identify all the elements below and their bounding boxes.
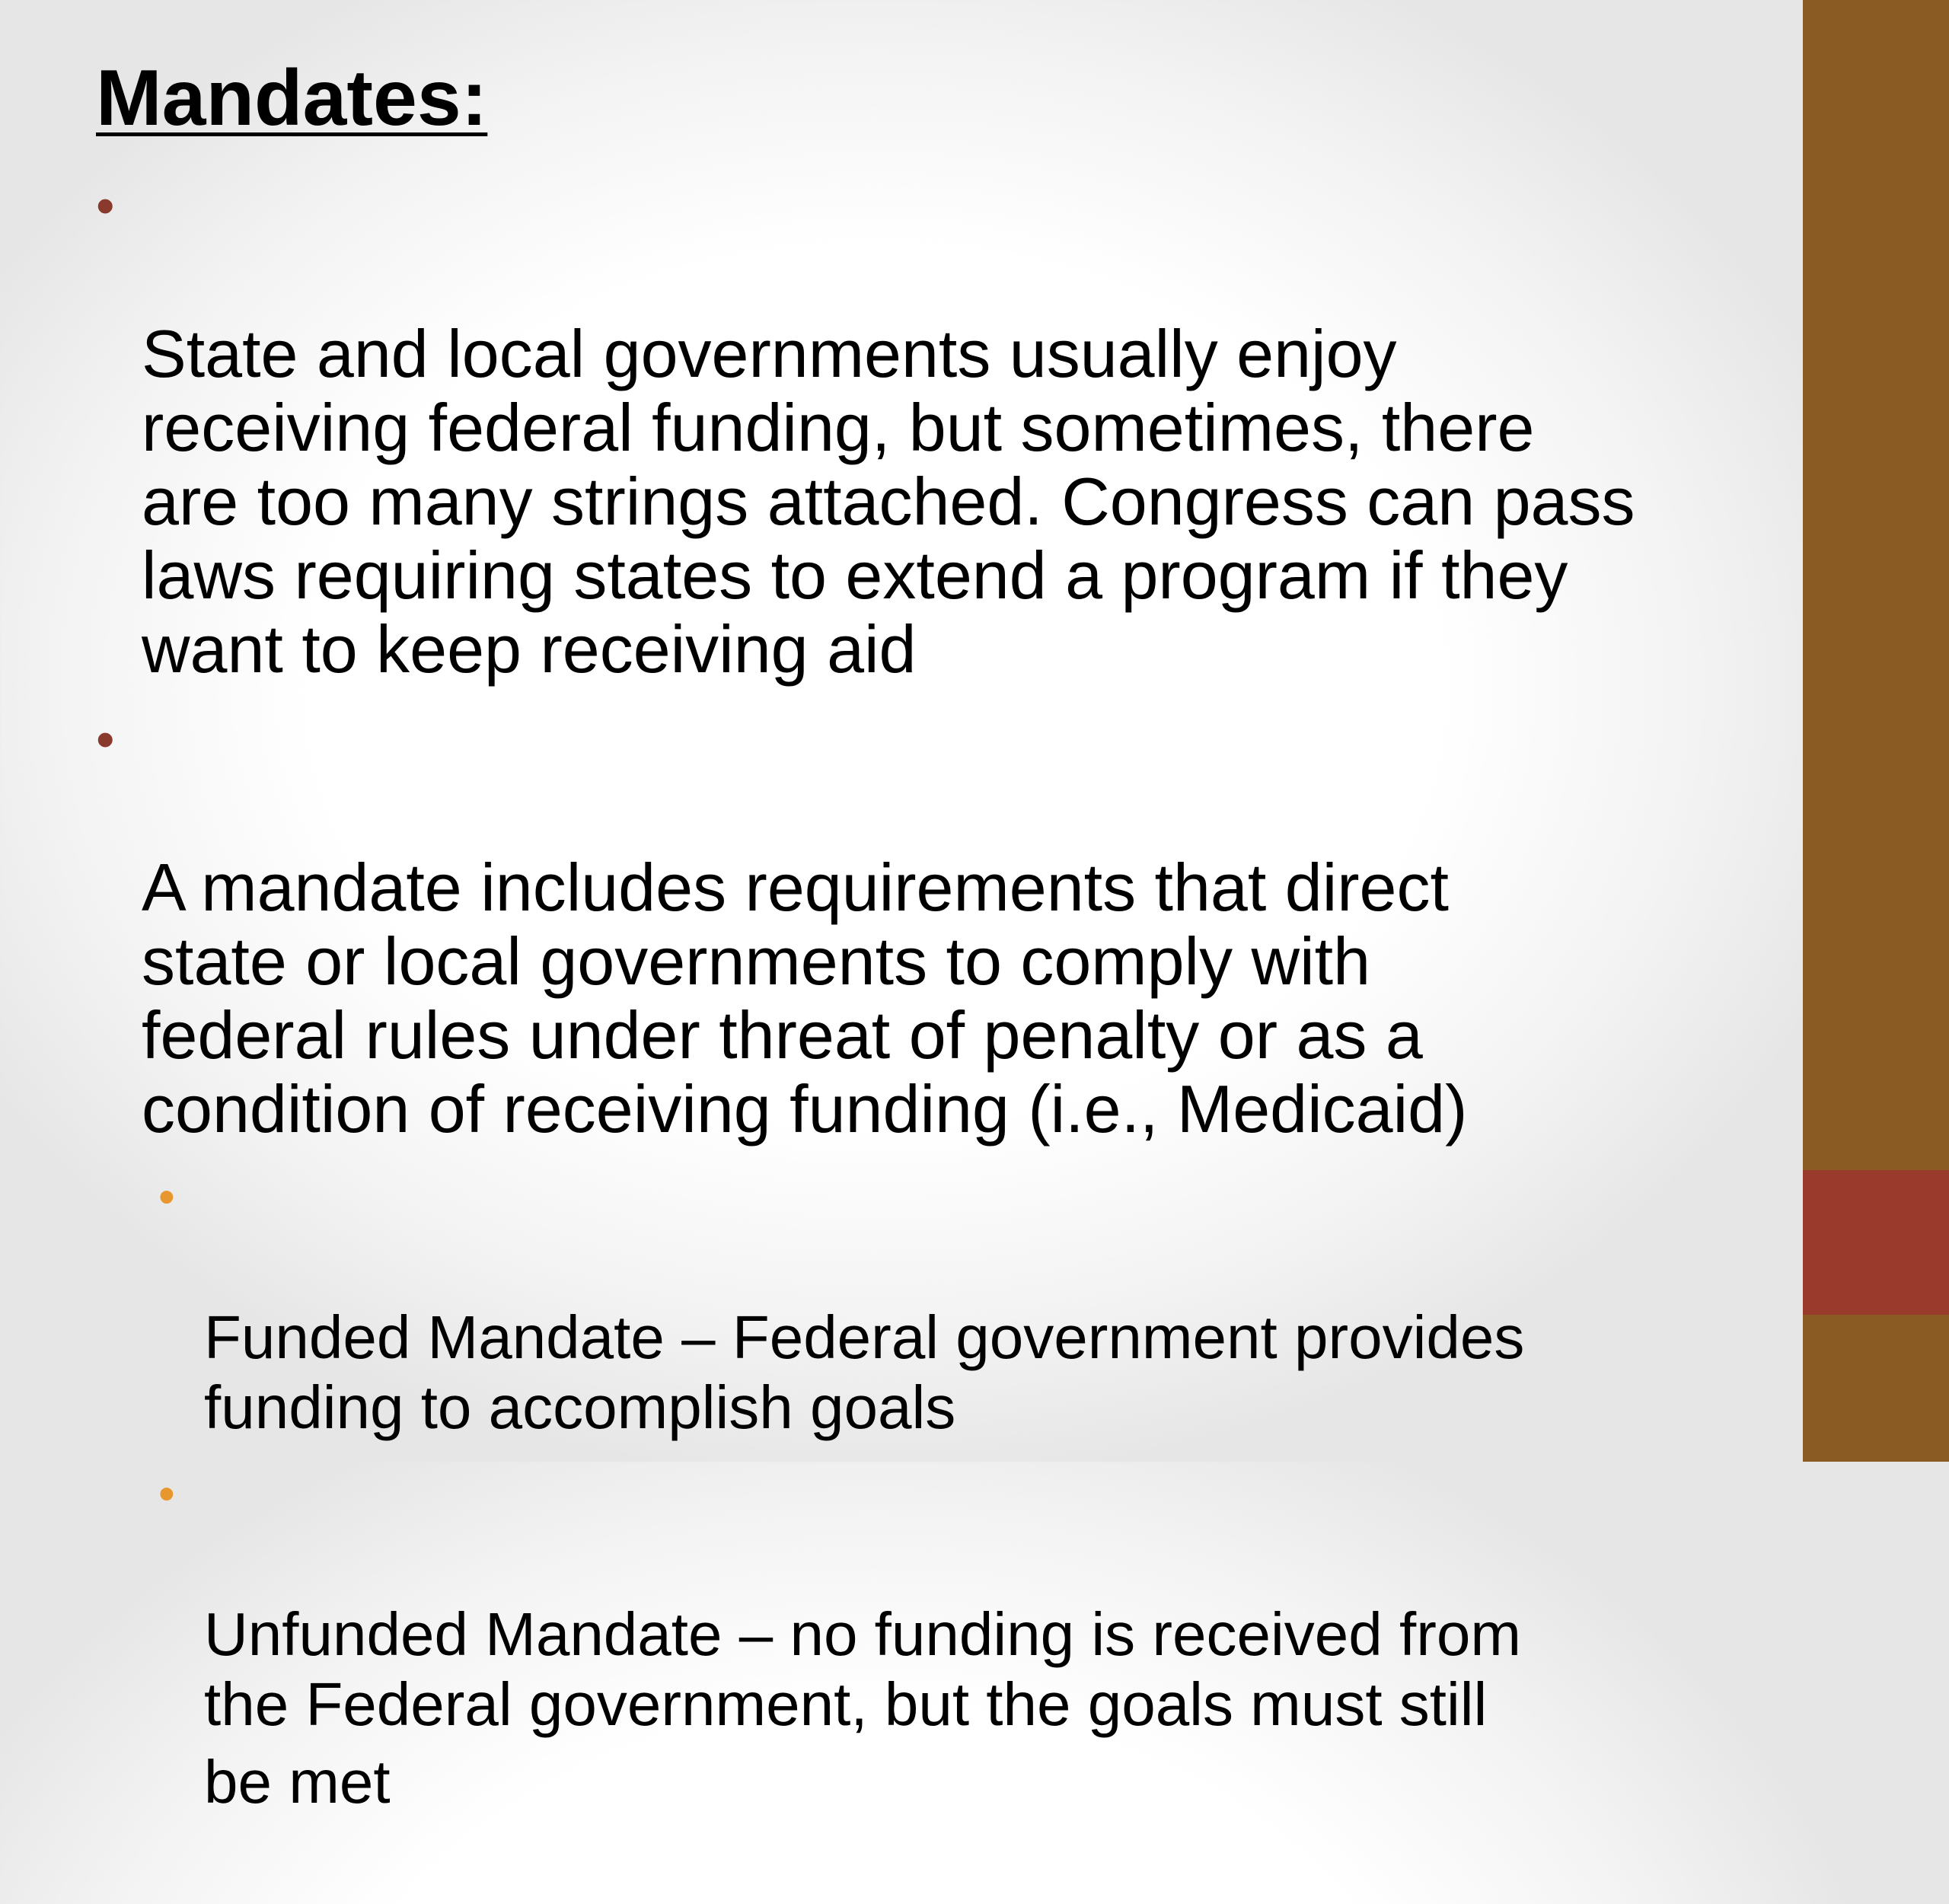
sub-bullet-dot-icon: • bbox=[158, 1171, 175, 1223]
bullet-item-1 bbox=[91, 169, 1865, 686]
sub-bullet-dot-icon: • bbox=[158, 1468, 175, 1520]
sub-bullet-text: Funded Mandate – Federal government provides funding to accomplish goals bbox=[204, 1303, 1525, 1441]
bullet-dot-icon: • bbox=[96, 710, 115, 769]
bullet-item-2 bbox=[91, 703, 1865, 1146]
bullet-text: State and local governments usually enjoy receiving federal funding, but sometimes, there are too many strings attached. Congress can pass laws requiring states to extend a program if they want to keep receiving aid bbox=[142, 316, 1635, 687]
sub-bullet-list bbox=[91, 1162, 1865, 1887]
sub-bullet-text: Unfunded Mandate – no funding is received from the Federal government, but the goals must still bbox=[204, 1600, 1521, 1738]
sub-bullet-funded-mandate bbox=[154, 1162, 1865, 1443]
bullet-dot-icon: • bbox=[96, 176, 115, 235]
bullet-text: A mandate includes requirements that direct state or local governments to comply with federal rules under threat of penalty or as a condition of receiving funding (i.e., Medicaid) bbox=[142, 850, 1468, 1147]
bullet-list bbox=[91, 169, 1865, 1904]
sub-bullet-unfunded-mandate bbox=[154, 1459, 1865, 1887]
slide-title: Mandates: bbox=[96, 54, 488, 142]
sub-bullet-list-container bbox=[91, 1162, 1865, 1887]
sub-bullet-text-continuation: be met bbox=[204, 1748, 391, 1816]
